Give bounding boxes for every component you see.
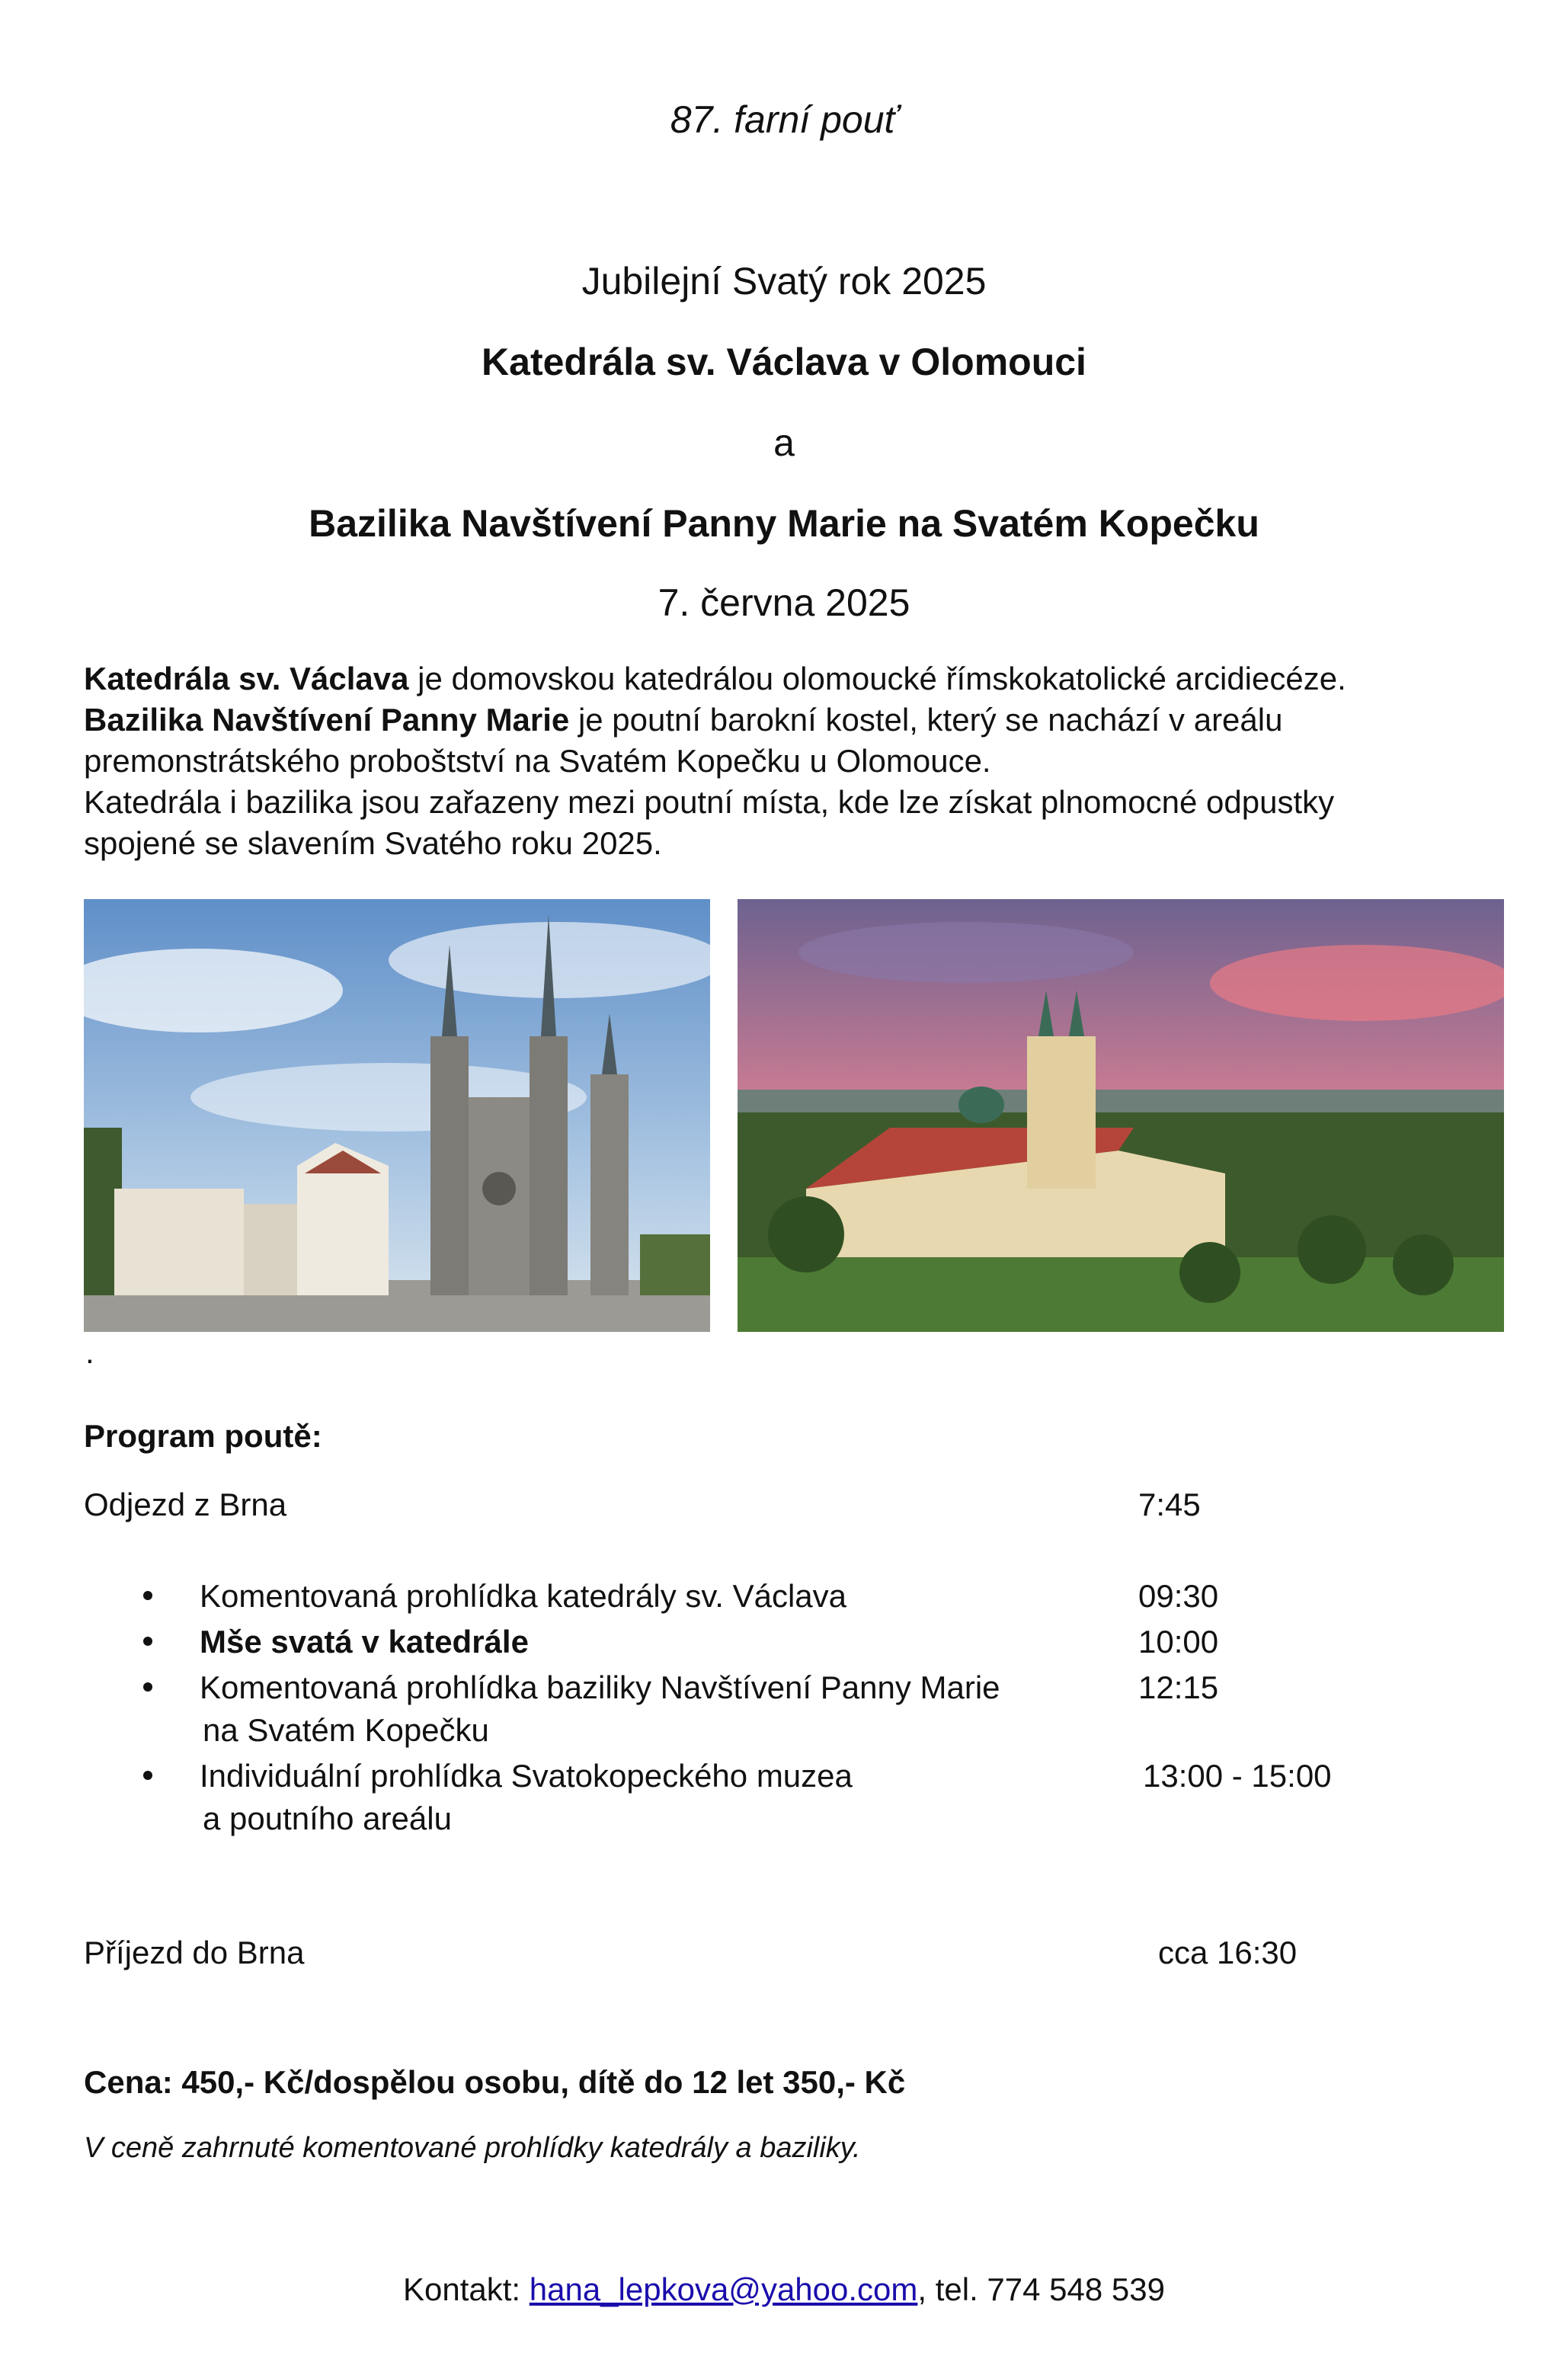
program-item-label: Mše svatá v katedrále xyxy=(200,1624,529,1660)
contact-email-link[interactable]: hana_lepkova@yahoo.com xyxy=(529,2271,918,2307)
program-item-label-continued: na Svatém Kopečku xyxy=(203,1712,489,1748)
cathedral-heading: Katedrála sv. Václava v Olomouci xyxy=(482,341,1086,383)
intro-line5: spojené se slavením Svatého roku 2025. xyxy=(84,825,662,861)
program-item-label-continued: a poutního areálu xyxy=(203,1800,452,1836)
intro-basilica-bold: Bazilika Navštívení Panny Marie xyxy=(84,702,570,738)
intro-line3: premonstrátského proboštství na Svatém Kopečku u Olomouce. xyxy=(84,743,991,779)
conjunction-text: a xyxy=(773,421,795,464)
basilica-heading: Bazilika Navštívení Panny Marie na Svatém Kopečku xyxy=(309,502,1259,545)
intro-line4: Katedrála i bazilika jsou zařazeny mezi poutní místa, kde lze získat plnomocné odpustky xyxy=(84,784,1335,820)
departure-label: Odjezd z Brna xyxy=(84,1487,287,1522)
bullet-icon xyxy=(143,1637,152,1646)
contact-line xyxy=(0,2269,1568,2310)
intro-line2-rest: je poutní barokní kostel, který se nachází v areálu xyxy=(569,702,1283,738)
price-text: Cena: 450,- Kč/dospělou osobu, dítě do 12 let 350,- Kč xyxy=(84,2064,906,2100)
price-note: V ceně zahrnuté komentované prohlídky katedrály a baziliky. xyxy=(84,2132,861,2164)
bullet-icon xyxy=(143,1771,152,1780)
contact-suffix: , tel. 774 548 539 xyxy=(917,2271,1165,2307)
arrival-label: Příjezd do Brna xyxy=(84,1935,305,1970)
program-item-label: Komentovaná prohlídka katedrály sv. Václava xyxy=(200,1578,847,1614)
program-heading: Program poutě: xyxy=(84,1418,322,1454)
program-item-label: Komentovaná prohlídka baziliky Navštívení Panny Marie xyxy=(200,1669,1000,1705)
bullet-icon xyxy=(143,1591,152,1600)
intro-line1-rest: je domovskou katedrálou olomoucké římskokatolické arcidiecéze. xyxy=(408,661,1346,696)
intro-cathedral-bold: Katedrála sv. Václava xyxy=(84,661,409,696)
separator-dot: . xyxy=(85,1334,94,1370)
contact-prefix: Kontakt: xyxy=(402,2271,530,2307)
arrival-time: cca 16:30 xyxy=(1158,1935,1298,1970)
program-item-time: 13:00 - 15:00 xyxy=(1143,1758,1332,1794)
departure-time: 7:45 xyxy=(1138,1487,1201,1522)
program-item-time: 09:30 xyxy=(1138,1578,1219,1614)
program-item-time: 12:15 xyxy=(1138,1669,1219,1705)
intro-paragraph xyxy=(84,658,1516,864)
program-item-time: 10:00 xyxy=(1138,1624,1219,1660)
pilgrimage-title: 87. farní pouť xyxy=(670,98,898,141)
cathedral-photo xyxy=(84,899,710,1332)
jubilee-heading: Jubilejní Svatý rok 2025 xyxy=(581,260,987,302)
program-item-label: Individuální prohlídka Svatokopeckého muzea xyxy=(200,1758,853,1794)
event-date: 7. června 2025 xyxy=(658,581,910,624)
basilica-photo xyxy=(738,899,1504,1332)
bullet-icon xyxy=(143,1682,152,1692)
